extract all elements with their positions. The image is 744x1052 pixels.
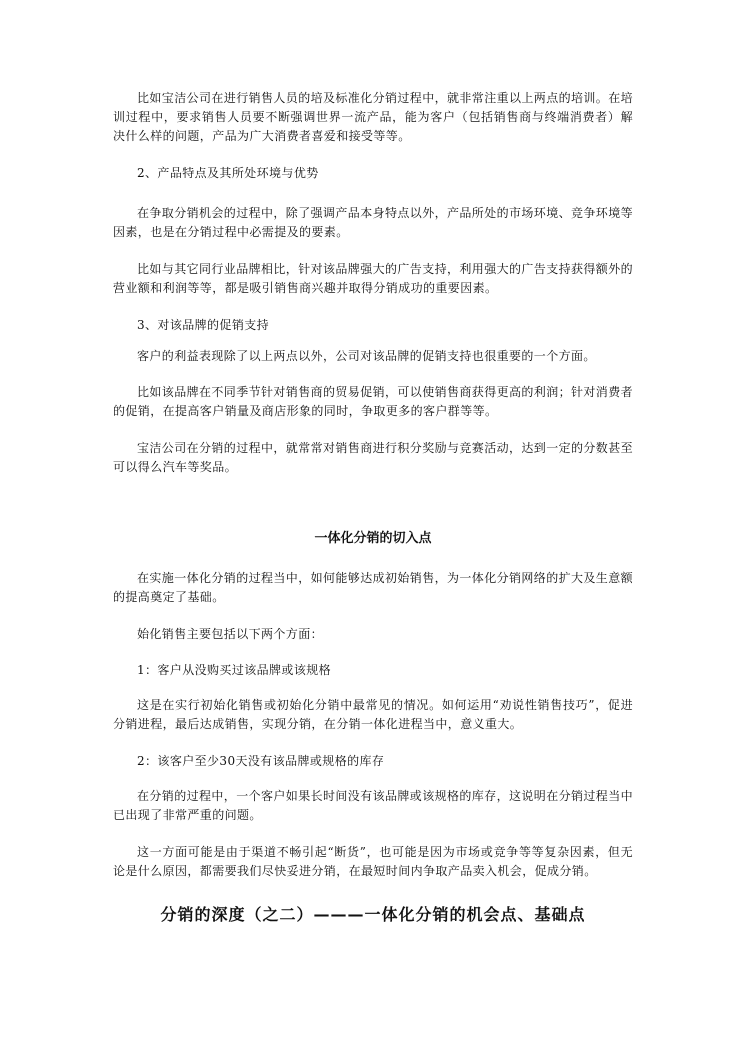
section-title-product-features: 2、产品特点及其所处环境与优势 xyxy=(137,166,319,180)
list-item-no-stock-30-days: 2：该客户至少30天没有该品牌或规格的库存 xyxy=(137,754,385,768)
paragraph-initial-sales: 在实施一体化分销的过程当中，如何能够达成初始销售，为一体化分销网络的扩大及生意额的提高奠定了基础。 xyxy=(113,571,634,604)
paragraph-seasonal-promotion: 比如该品牌在不同季节针对销售商的贸易促销，可以使销售商获得更高的利润；针对消费者的促销，在提高客户销量及商店形象的同时，争取更多的客户群等等。 xyxy=(113,385,634,418)
list-item-never-purchased: 1：客户从没购买过该品牌或该规格 xyxy=(137,663,332,677)
paragraph-out-of-stock: 这一方面可能是由于渠道不畅引起“断货”，也可能是因为市场或竞争等等复杂因素，但无论是什么原因，都需要我们尽快妥进分销，在最短时间内争取产品卖入机会，促成分销。 xyxy=(113,845,633,878)
paragraph-distribution-opportunity: 在争取分销机会的过程中，除了强调产品本身特点以外，产品所处的市场环境、竞争环境等因素，也是在分销过程中必需提及的要素。 xyxy=(113,206,634,239)
paragraph-customer-benefit: 客户的利益表现除了以上两点以外，公司对该品牌的促销支持也很重要的一个方面。 xyxy=(137,349,596,363)
paragraph-pg-rewards: 宝洁公司在分销的过程中，就常常对销售商进行积分奖励与竞赛活动，达到一定的分数甚至可以得么汽车等奖品。 xyxy=(113,441,634,474)
section-title-promotion-support: 3、对该品牌的促销支持 xyxy=(137,318,270,332)
paragraph-persuasive-selling: 这是在实行初始化销售或初始化分销中最常见的情况。如何运用“劝说性销售技巧”，促进分销进程，最后达成销售，实现分销，在分销一体化进程当中，意义重大。 xyxy=(113,698,633,731)
heading-depth-part-two: 分销的深度（之二）———一体化分销的机会点、基础点 xyxy=(160,905,586,924)
paragraph-pg-training: 比如宝洁公司在进行销售人员的培及标准化分销过程中，就非常注重以上两点的培训。在培训过程中，要求销售人员要不断强调世界一流产品，能为客户（包括销售商与终端消费者）解决什么样的问题，产品为广大消费者喜爱和接受等等。 xyxy=(113,91,634,143)
paragraph-brand-comparison: 比如与其它同行业品牌相比，针对该品牌强大的广告支持，利用强大的广告支持获得额外的营业额和利润等等，都是吸引销售商兴趣并取得分销成功的重要因素。 xyxy=(113,262,634,295)
heading-entry-point: 一体化分销的切入点 xyxy=(314,531,432,546)
paragraph-stock-problem: 在分销的过程中，一个客户如果长时间没有该品牌或该规格的库存，这说明在分销过程当中已出现了非常严重的问题。 xyxy=(113,789,634,822)
paragraph-two-aspects: 始化销售主要包括以下两个方面： xyxy=(137,627,324,641)
